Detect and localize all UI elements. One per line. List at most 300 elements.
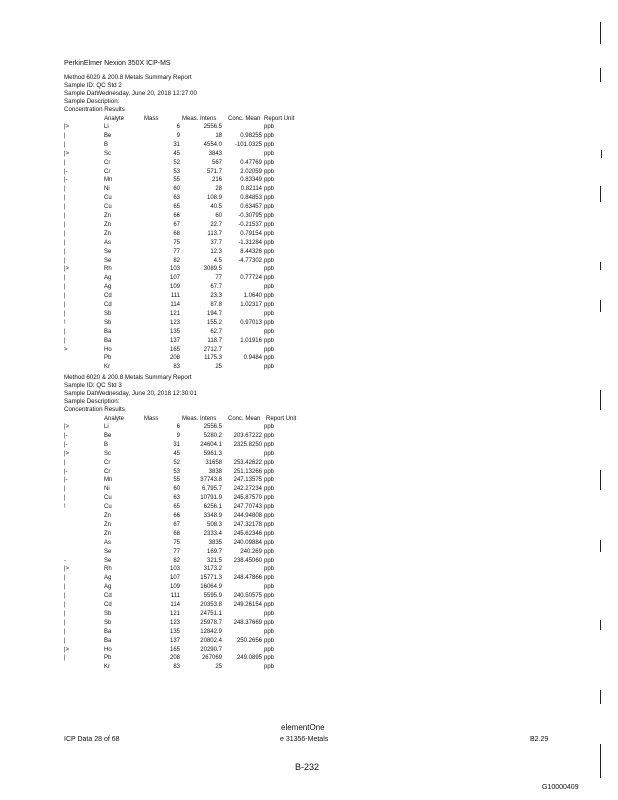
meas-intens-cell: 113.7 bbox=[207, 230, 222, 237]
unit-cell: ppb bbox=[264, 195, 275, 202]
unit-cell: ppb bbox=[264, 593, 275, 600]
meas-intens-cell: 5280.2 bbox=[203, 432, 222, 439]
meas-intens-cell: 12.3 bbox=[210, 248, 222, 255]
unit-cell: ppb bbox=[264, 275, 275, 282]
row-marker: |> bbox=[64, 450, 70, 457]
meas-intens-cell: 15771.3 bbox=[200, 575, 222, 582]
mass-cell: 82 bbox=[173, 557, 180, 564]
conc-mean-cell: -101.0325 bbox=[234, 141, 262, 148]
analyte-cell: As bbox=[104, 239, 112, 246]
conc-mean-cell: -0.30795 bbox=[238, 213, 262, 219]
unit-cell: ppb bbox=[264, 459, 275, 466]
conc-mean-cell: 247.32178 bbox=[233, 521, 262, 528]
unit-cell: ppb bbox=[264, 655, 275, 662]
unit-cell: ppb bbox=[264, 266, 275, 273]
concentration-results-label-2: Concentration Results bbox=[64, 406, 125, 413]
mass-cell: 137 bbox=[169, 637, 180, 644]
analyte-cell: Ba bbox=[104, 628, 112, 635]
row-marker: |> bbox=[64, 566, 70, 573]
analyte-cell: Zn bbox=[104, 513, 112, 519]
unit-cell: ppb bbox=[264, 602, 275, 608]
mass-cell: 137 bbox=[169, 337, 180, 344]
mass-cell: 75 bbox=[173, 239, 180, 246]
mass-cell: 114 bbox=[170, 602, 180, 608]
meas-intens-cell: 87.8 bbox=[210, 302, 222, 308]
meas-intens-cell: 2712.7 bbox=[203, 346, 222, 353]
meas-intens-cell: 12842.9 bbox=[200, 628, 222, 635]
meas-intens-cell: 23.3 bbox=[210, 293, 222, 300]
analyte-cell: Sc bbox=[104, 150, 112, 157]
sample-date: Sample DatWednesday, June 20, 2018 12:27:00 bbox=[64, 90, 197, 97]
meas-intens-cell: 22.7 bbox=[210, 221, 222, 228]
unit-cell: ppb bbox=[264, 432, 275, 439]
meas-intens-cell: 3843 bbox=[208, 150, 222, 157]
header-conc-mean: Conc. Mean bbox=[228, 116, 261, 122]
meas-intens-cell: 5595.9 bbox=[203, 593, 222, 600]
header-meas-intens: Meas. Intens bbox=[182, 116, 217, 122]
meas-intens-cell: 5961.3 bbox=[203, 450, 222, 457]
row-marker: | bbox=[64, 575, 66, 582]
analyte-cell: Pb bbox=[104, 355, 112, 362]
conc-mean-cell: 251.13266 bbox=[233, 468, 262, 475]
meas-intens-cell: 3089.5 bbox=[203, 266, 222, 273]
conc-mean-cell: 2.02059 bbox=[240, 168, 262, 175]
mass-cell: 66 bbox=[173, 213, 180, 219]
analyte-cell: Sb bbox=[104, 319, 112, 326]
mass-cell: 208 bbox=[169, 355, 180, 362]
mass-cell: 165 bbox=[169, 346, 180, 353]
analyte-cell: Be bbox=[104, 432, 112, 439]
meas-intens-cell: 20290.7 bbox=[200, 646, 222, 653]
mass-cell: 114 bbox=[170, 302, 180, 308]
conc-mean-cell: 250.2656 bbox=[236, 637, 262, 644]
analyte-cell: Zn bbox=[104, 221, 112, 228]
row-marker: | bbox=[64, 584, 66, 591]
unit-cell: ppb bbox=[264, 450, 275, 457]
mass-cell: 107 bbox=[169, 575, 180, 582]
unit-cell: ppb bbox=[264, 346, 275, 353]
row-marker: |- bbox=[64, 441, 68, 448]
mass-cell: 103 bbox=[169, 266, 180, 273]
unit-cell: ppb bbox=[264, 141, 275, 148]
analyte-cell: Ag bbox=[104, 275, 112, 282]
analyte-cell: Mn bbox=[104, 177, 113, 184]
unit-cell: ppb bbox=[264, 441, 275, 448]
meas-intens-cell: 20353.8 bbox=[200, 602, 222, 608]
analyte-cell: Se bbox=[104, 257, 112, 264]
analyte-cell: Cu bbox=[104, 204, 112, 211]
conc-mean-cell: 0.63457 bbox=[240, 204, 262, 211]
conc-mean-cell: 253.42622 bbox=[233, 459, 262, 466]
mass-cell: 63 bbox=[173, 495, 180, 502]
row-marker: | bbox=[64, 328, 66, 335]
conc-mean-cell: 8.44326 bbox=[240, 248, 262, 255]
mass-cell: 6 bbox=[176, 424, 180, 430]
analyte-cell: Ho bbox=[104, 646, 112, 653]
conc-mean-cell: -1.31284 bbox=[238, 239, 262, 246]
unit-cell: ppb bbox=[264, 646, 275, 653]
analyte-cell: Kr bbox=[104, 664, 110, 671]
conc-mean-cell: 0.77724 bbox=[240, 275, 262, 282]
analyte-cell: Pb bbox=[104, 655, 112, 662]
unit-cell: ppb bbox=[264, 319, 275, 326]
method-title-2: Method 6020 & 200.8 Metals Summary Report bbox=[64, 374, 192, 381]
mass-cell: 45 bbox=[173, 150, 180, 157]
unit-cell: ppb bbox=[264, 521, 275, 528]
row-marker: > bbox=[64, 346, 68, 353]
mass-cell: 103 bbox=[169, 566, 180, 573]
meas-intens-cell: 37743.8 bbox=[200, 477, 222, 484]
analyte-cell: Sb bbox=[104, 310, 112, 317]
meas-intens-cell: 508.3 bbox=[206, 521, 222, 528]
unit-cell: ppb bbox=[264, 239, 275, 246]
mass-cell: 165 bbox=[169, 646, 180, 653]
unit-cell: ppb bbox=[264, 230, 275, 237]
mass-cell: 77 bbox=[173, 248, 180, 255]
mass-cell: 65 bbox=[173, 504, 180, 511]
unit-cell: ppb bbox=[264, 557, 275, 564]
mass-cell: 109 bbox=[169, 584, 180, 591]
scan-artifact bbox=[600, 744, 601, 778]
unit-cell: ppb bbox=[264, 150, 275, 157]
conc-mean-cell: 240.269 bbox=[240, 548, 262, 555]
row-marker: | bbox=[64, 204, 66, 211]
row-marker: | bbox=[64, 610, 66, 617]
conc-mean-cell: 249.0895 bbox=[236, 655, 262, 662]
meas-intens-cell: 571.7 bbox=[206, 168, 222, 175]
row-marker: |- bbox=[64, 177, 68, 184]
unit-cell: ppb bbox=[264, 328, 275, 335]
mass-cell: 60 bbox=[173, 186, 180, 193]
analyte-cell: Ba bbox=[104, 637, 112, 644]
conc-mean-cell: 244.94808 bbox=[233, 513, 262, 519]
row-marker: | bbox=[64, 257, 66, 264]
analyte-cell: Cd bbox=[104, 302, 112, 308]
sample-description-2: Sample Description: bbox=[64, 398, 120, 405]
row-marker: |- bbox=[64, 168, 68, 175]
analyte-cell: Zn bbox=[104, 530, 112, 537]
mass-cell: 109 bbox=[169, 284, 180, 291]
meas-intens-cell: 20802.4 bbox=[200, 637, 222, 644]
mass-cell: 83 bbox=[173, 664, 180, 671]
analyte-cell: Cu bbox=[104, 195, 112, 202]
mass-cell: 123 bbox=[169, 619, 180, 626]
scan-artifact bbox=[600, 68, 601, 82]
conc-mean-cell: 203.67222 bbox=[233, 432, 262, 439]
mass-cell: 66 bbox=[173, 513, 180, 519]
row-marker: | bbox=[64, 293, 66, 300]
unit-cell: ppb bbox=[264, 177, 275, 184]
conc-mean-cell: 0.83349 bbox=[240, 177, 262, 184]
page-number: B-232 bbox=[295, 762, 320, 772]
unit-cell: ppb bbox=[264, 159, 275, 166]
meas-intens-cell: 28 bbox=[215, 186, 222, 193]
conc-mean-cell: 0.47769 bbox=[240, 159, 262, 166]
unit-cell: ppb bbox=[264, 248, 275, 255]
conc-mean-cell: 1.01916 bbox=[240, 337, 262, 344]
header-report-unit-2: Report Unit bbox=[266, 416, 297, 422]
row-marker: | bbox=[64, 221, 66, 228]
conc-mean-cell: 0.82114 bbox=[240, 186, 262, 193]
row-marker: |> bbox=[64, 124, 70, 130]
meas-intens-cell: 6256.1 bbox=[203, 504, 222, 511]
analyte-cell: Cr bbox=[104, 468, 111, 475]
unit-cell: ppb bbox=[264, 293, 275, 300]
meas-intens-cell: 3173.2 bbox=[203, 566, 222, 573]
conc-mean-cell: 248.37669 bbox=[233, 619, 262, 626]
analyte-cell: Sb bbox=[104, 619, 112, 626]
meas-intens-cell: 108.9 bbox=[206, 195, 222, 202]
meas-intens-cell: 2556.5 bbox=[203, 124, 222, 130]
unit-cell: ppb bbox=[264, 302, 275, 308]
unit-cell: ppb bbox=[264, 355, 275, 362]
meas-intens-cell: 25 bbox=[215, 664, 222, 671]
analyte-cell: Rh bbox=[104, 566, 112, 573]
unit-cell: ppb bbox=[264, 204, 275, 211]
conc-mean-cell: 0.97013 bbox=[240, 319, 262, 326]
analyte-cell: Mn bbox=[104, 477, 113, 484]
row-marker: |- bbox=[64, 477, 68, 484]
unit-cell: ppb bbox=[264, 619, 275, 626]
meas-intens-cell: 10791.9 bbox=[200, 495, 222, 502]
row-marker: | bbox=[64, 141, 66, 148]
meas-intens-cell: 216 bbox=[211, 177, 222, 184]
row-marker: | bbox=[64, 132, 66, 139]
analyte-cell: Be bbox=[104, 132, 112, 139]
header-report-unit: Report Unit bbox=[264, 116, 295, 122]
mass-cell: 52 bbox=[173, 159, 180, 166]
analyte-cell: Zn bbox=[104, 213, 112, 219]
row-marker: | bbox=[64, 628, 66, 635]
mass-cell: 67 bbox=[173, 221, 180, 228]
mass-cell: 123 bbox=[169, 319, 180, 326]
conc-mean-cell: 240.09884 bbox=[233, 539, 262, 546]
mass-cell: 55 bbox=[173, 477, 180, 484]
analyte-cell: Ho bbox=[104, 346, 112, 353]
analyte-cell: Ba bbox=[104, 328, 112, 335]
meas-intens-cell: 60 bbox=[215, 213, 222, 219]
sample-id: Sample ID: QC Std 2 bbox=[64, 82, 122, 89]
scan-artifact bbox=[600, 690, 601, 704]
row-marker: | bbox=[64, 275, 66, 282]
analyte-cell: Zn bbox=[104, 230, 112, 237]
conc-mean-cell: 1.0640 bbox=[243, 293, 262, 300]
row-marker: | bbox=[64, 486, 66, 493]
analyte-cell: Se bbox=[104, 548, 112, 555]
mass-cell: 65 bbox=[173, 204, 180, 211]
row-marker: | bbox=[64, 459, 66, 466]
unit-cell: ppb bbox=[264, 424, 275, 430]
footer-center: e 31356-Metals bbox=[280, 736, 329, 743]
row-marker: | bbox=[64, 310, 66, 317]
unit-cell: ppb bbox=[264, 628, 275, 635]
conc-mean-cell: 0.79154 bbox=[240, 230, 262, 237]
unit-cell: ppb bbox=[264, 610, 275, 617]
unit-cell: ppb bbox=[264, 477, 275, 484]
analyte-cell: Sc bbox=[104, 450, 112, 457]
meas-intens-cell: 25978.7 bbox=[200, 619, 222, 626]
analyte-cell: Ag bbox=[104, 575, 112, 582]
meas-intens-cell: 267069 bbox=[201, 655, 222, 662]
instrument-title: PerkinElmer Nexion 350X ICP-MS bbox=[64, 60, 171, 67]
analyte-cell: Rh bbox=[104, 266, 112, 273]
mass-cell: 107 bbox=[169, 275, 180, 282]
meas-intens-cell: 194.7 bbox=[206, 310, 222, 317]
row-marker: |> bbox=[64, 424, 70, 430]
row-marker: | bbox=[64, 337, 66, 344]
unit-cell: ppb bbox=[264, 504, 275, 511]
scan-artifact bbox=[600, 186, 601, 202]
mass-cell: 53 bbox=[173, 468, 180, 475]
row-marker: ! bbox=[64, 504, 66, 511]
row-marker: | bbox=[64, 619, 66, 626]
meas-intens-cell: 2333.4 bbox=[203, 530, 222, 537]
analyte-cell: Li bbox=[104, 424, 109, 430]
unit-cell: ppb bbox=[264, 221, 275, 228]
mass-cell: 67 bbox=[173, 521, 180, 528]
row-marker: | bbox=[64, 239, 66, 246]
unit-cell: ppb bbox=[264, 664, 275, 671]
scan-artifact bbox=[600, 300, 601, 312]
unit-cell: ppb bbox=[264, 513, 275, 519]
analyte-cell: Cd bbox=[104, 293, 112, 300]
mass-cell: 77 bbox=[173, 548, 180, 555]
analyte-cell: Zn bbox=[104, 521, 112, 528]
analyte-cell: B bbox=[104, 441, 109, 448]
meas-intens-cell: 3835 bbox=[208, 539, 222, 546]
analyte-cell: Ni bbox=[104, 186, 110, 193]
analyte-cell: Cu bbox=[104, 504, 112, 511]
mass-cell: 9 bbox=[176, 432, 180, 439]
unit-cell: ppb bbox=[264, 566, 275, 573]
conc-mean-cell: 0.98255 bbox=[240, 132, 262, 139]
row-marker: | bbox=[64, 495, 66, 502]
row-marker: | bbox=[64, 302, 66, 308]
conc-mean-cell: 1.02317 bbox=[240, 302, 262, 308]
meas-intens-cell: 67.7 bbox=[210, 284, 222, 291]
analyte-cell: Kr bbox=[104, 364, 110, 371]
conc-mean-cell: 248.47866 bbox=[233, 575, 262, 582]
meas-intens-cell: 77 bbox=[215, 275, 222, 282]
analyte-cell: Cu bbox=[104, 495, 112, 502]
mass-cell: 63 bbox=[173, 195, 180, 202]
analyte-cell: As bbox=[104, 539, 112, 546]
sample-date-2: Sample DatWednesday, June 20, 2018 12:30:01 bbox=[64, 390, 197, 397]
scan-artifact bbox=[600, 540, 601, 552]
meas-intens-cell: 18 bbox=[215, 132, 222, 139]
unit-cell: ppb bbox=[264, 468, 275, 475]
row-marker: |> bbox=[64, 646, 70, 653]
conc-mean-cell: 0.84853 bbox=[240, 195, 262, 202]
analyte-cell: Cd bbox=[104, 602, 112, 608]
mass-cell: 111 bbox=[170, 593, 180, 600]
meas-intens-cell: 37.7 bbox=[210, 239, 222, 246]
unit-cell: ppb bbox=[264, 495, 275, 502]
bates-number: G10000409 bbox=[542, 784, 579, 791]
header-meas-intens-2: Meas. Intens bbox=[182, 416, 217, 422]
conc-mean-cell: 245.62346 bbox=[233, 530, 262, 537]
unit-cell: ppb bbox=[264, 575, 275, 582]
row-marker: |- bbox=[64, 468, 68, 475]
analyte-cell: Cd bbox=[104, 593, 112, 600]
scan-artifact bbox=[600, 390, 601, 410]
header-mass: Mass bbox=[144, 116, 159, 122]
mass-cell: 82 bbox=[173, 257, 180, 264]
unit-cell: ppb bbox=[264, 124, 275, 130]
sample-description: Sample Description: bbox=[64, 98, 120, 105]
conc-mean-cell: 245.87570 bbox=[233, 495, 262, 502]
analyte-cell: Se bbox=[104, 248, 112, 255]
unit-cell: ppb bbox=[264, 486, 275, 493]
mass-cell: 121 bbox=[169, 610, 180, 617]
mass-cell: 60 bbox=[173, 486, 180, 493]
row-marker: | bbox=[64, 602, 66, 608]
conc-mean-cell: 242.27234 bbox=[233, 486, 262, 493]
scan-artifact bbox=[600, 620, 601, 630]
meas-intens-cell: 155.2 bbox=[206, 319, 222, 326]
meas-intens-cell: 118.7 bbox=[207, 337, 222, 344]
analyte-cell: Cr bbox=[104, 159, 111, 166]
meas-intens-cell: 6,795.7 bbox=[201, 486, 222, 493]
unit-cell: ppb bbox=[264, 539, 275, 546]
analyte-cell: B bbox=[104, 141, 109, 148]
row-marker: ! bbox=[64, 319, 66, 326]
unit-cell: ppb bbox=[264, 132, 275, 139]
unit-cell: ppb bbox=[264, 213, 275, 219]
conc-mean-cell: 249.26154 bbox=[233, 602, 262, 608]
conc-mean-cell: -4.77302 bbox=[238, 257, 262, 264]
row-marker: |> bbox=[64, 266, 70, 273]
analyte-cell: Cr bbox=[104, 168, 111, 175]
row-marker: | bbox=[64, 284, 66, 291]
meas-intens-cell: 31658 bbox=[205, 459, 222, 466]
mass-cell: 83 bbox=[173, 364, 180, 371]
scan-artifact bbox=[600, 22, 601, 44]
meas-intens-cell: 16064.9 bbox=[200, 584, 222, 591]
meas-intens-cell: 1175.3 bbox=[204, 355, 222, 362]
conc-mean-cell: 0.9484 bbox=[243, 355, 262, 362]
mass-cell: 68 bbox=[173, 230, 180, 237]
mass-cell: 6 bbox=[176, 124, 180, 130]
meas-intens-cell: 4554.0 bbox=[203, 141, 222, 148]
header-conc-mean-2: Conc. Mean bbox=[228, 416, 261, 422]
mass-cell: 75 bbox=[173, 539, 180, 546]
mass-cell: 52 bbox=[173, 459, 180, 466]
row-marker: | bbox=[64, 655, 66, 662]
conc-mean-cell: 2325.8250 bbox=[233, 441, 262, 448]
analyte-cell: Ag bbox=[104, 584, 112, 591]
row-marker: | bbox=[64, 213, 66, 219]
footer-left: ICP Data 28 of 68 bbox=[64, 736, 120, 743]
unit-cell: ppb bbox=[264, 584, 275, 591]
scan-artifact bbox=[600, 262, 601, 270]
unit-cell: ppb bbox=[264, 337, 275, 344]
conc-mean-cell: -0.21537 bbox=[238, 221, 262, 228]
meas-intens-cell: 25 bbox=[215, 364, 222, 371]
analyte-cell: Ag bbox=[104, 284, 112, 291]
scan-artifact bbox=[601, 150, 602, 158]
meas-intens-cell: 24604.1 bbox=[200, 441, 222, 448]
mass-cell: 55 bbox=[173, 177, 180, 184]
header-analyte: Analyte bbox=[104, 116, 125, 122]
scan-artifact bbox=[600, 470, 601, 490]
analyte-cell: Ni bbox=[104, 486, 110, 493]
row-marker: | bbox=[64, 186, 66, 193]
conc-mean-cell: 238.45060 bbox=[233, 557, 262, 564]
analyte-cell: Cr bbox=[104, 459, 111, 466]
header-mass-2: Mass bbox=[144, 416, 159, 422]
mass-cell: 45 bbox=[173, 450, 180, 457]
